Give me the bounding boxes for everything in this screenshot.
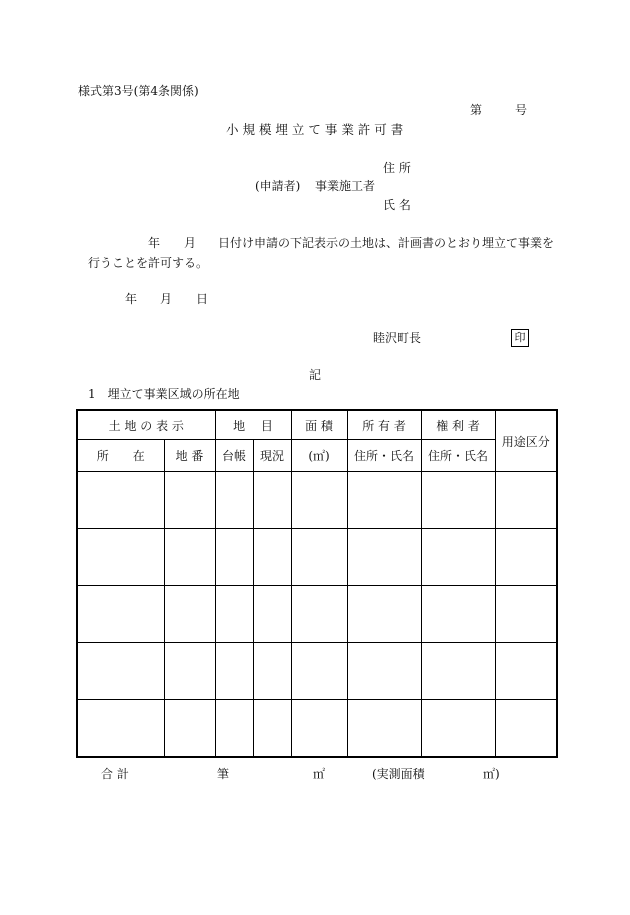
table-cell[interactable]: [215, 586, 253, 643]
header-usage: 用途区分: [495, 410, 557, 472]
table-cell[interactable]: [291, 586, 347, 643]
applicant-address-label: 住 所: [383, 161, 411, 175]
footer-unit-1: ㎡: [313, 767, 326, 781]
header-lot-number: 地 番: [164, 440, 215, 472]
issue-day: 日: [196, 292, 209, 306]
table-row: [77, 700, 557, 758]
table-cell[interactable]: [495, 643, 557, 700]
section-1-heading: 1 埋立て事業区域の所在地: [88, 387, 240, 401]
table-cell[interactable]: [253, 700, 291, 758]
footer-total: 合 計: [101, 767, 129, 781]
table-cell[interactable]: [77, 586, 164, 643]
table-cell[interactable]: [291, 700, 347, 758]
table-cell[interactable]: [164, 643, 215, 700]
table-cell[interactable]: [495, 700, 557, 758]
table-cell[interactable]: [253, 472, 291, 529]
header-land-display: 土 地 の 表 示: [77, 410, 215, 440]
body-month: 月: [184, 236, 197, 250]
applicant-role-label: (申請者): [255, 179, 301, 193]
form-number: 様式第3号(第4条関係): [78, 84, 199, 98]
header-current: 現況: [253, 440, 291, 472]
table-cell[interactable]: [77, 643, 164, 700]
issue-month: 月: [160, 292, 173, 306]
table-cell[interactable]: [291, 643, 347, 700]
header-owner-sub: 住所・氏名: [347, 440, 421, 472]
table-cell[interactable]: [347, 586, 421, 643]
table-cell[interactable]: [253, 643, 291, 700]
land-table: [76, 409, 558, 758]
header-area: 面 積: [291, 410, 347, 440]
footer-unit-2: ㎡): [483, 767, 500, 781]
ki-heading: 記: [309, 368, 322, 382]
page-title: 小 規 模 埋 立 て 事 業 許 可 書: [226, 122, 404, 137]
table-cell[interactable]: [215, 643, 253, 700]
table-cell[interactable]: [164, 586, 215, 643]
table-cell[interactable]: [495, 472, 557, 529]
seal-mark: 印: [511, 329, 529, 347]
table-cell[interactable]: [421, 586, 495, 643]
header-area-unit: (㎡): [291, 440, 347, 472]
table-cell[interactable]: [215, 529, 253, 586]
doc-number-prefix: 第: [470, 103, 483, 117]
table-cell[interactable]: [77, 529, 164, 586]
table-row: [77, 529, 557, 586]
table-row: [77, 586, 557, 643]
table-cell[interactable]: [421, 529, 495, 586]
table-row: [77, 643, 557, 700]
body-line1: 日付け申請の下記表示の土地は、計画書のとおり埋立て事業を: [218, 236, 555, 250]
table-cell[interactable]: [77, 472, 164, 529]
issue-year: 年: [125, 292, 138, 306]
doc-number-suffix: 号: [515, 103, 528, 117]
header-ledger: 台帳: [215, 440, 253, 472]
table-cell[interactable]: [347, 700, 421, 758]
table-cell[interactable]: [347, 643, 421, 700]
body-line2: 行うことを許可する。: [88, 256, 209, 270]
header-location: 所 在: [77, 440, 164, 472]
applicant-name-label: 氏 名: [383, 198, 411, 212]
table-row: [77, 472, 557, 529]
header-right-holder: 権 利 者: [421, 410, 495, 440]
table-cell[interactable]: [164, 529, 215, 586]
table-cell[interactable]: [347, 472, 421, 529]
table-cell[interactable]: [253, 529, 291, 586]
footer-fude: 筆: [217, 767, 230, 781]
table-cell[interactable]: [291, 529, 347, 586]
table-cell[interactable]: [421, 700, 495, 758]
footer-measured-area: (実測面積: [372, 767, 425, 781]
table-cell[interactable]: [77, 700, 164, 758]
issuer-name: 睦沢町長: [373, 331, 422, 345]
table-cell[interactable]: [421, 472, 495, 529]
table-cell[interactable]: [164, 700, 215, 758]
table-cell[interactable]: [421, 643, 495, 700]
table-cell[interactable]: [495, 586, 557, 643]
table-cell[interactable]: [495, 529, 557, 586]
body-year: 年: [148, 236, 161, 250]
table-cell[interactable]: [253, 586, 291, 643]
table-cell[interactable]: [164, 472, 215, 529]
header-owner: 所 有 者: [347, 410, 421, 440]
header-right-sub: 住所・氏名: [421, 440, 495, 472]
table-cell[interactable]: [347, 529, 421, 586]
header-chimoku: 地 目: [215, 410, 291, 440]
table-cell[interactable]: [215, 700, 253, 758]
applicant-business-label: 事業施工者: [315, 179, 376, 193]
table-cell[interactable]: [291, 472, 347, 529]
table-cell[interactable]: [215, 472, 253, 529]
